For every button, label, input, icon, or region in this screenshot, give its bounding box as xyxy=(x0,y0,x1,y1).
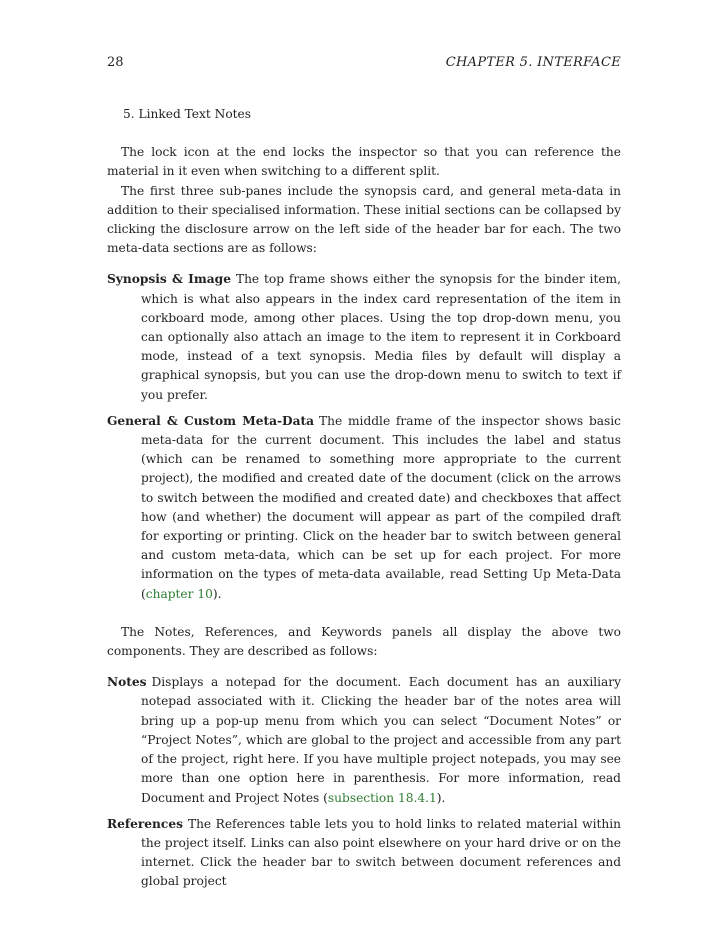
description-term: Synopsis & Image xyxy=(107,272,231,287)
description-item xyxy=(107,270,621,404)
description-text-end: ). xyxy=(436,790,446,805)
description-term: Notes xyxy=(107,675,147,690)
enumerated-item: 5. Linked Text Notes xyxy=(123,107,252,121)
description-text: The References table lets you to hold links to related material within the project itself. Links can also point elsewhere on your hard drive or on the internet. Click the header bar to switch between document references and global project xyxy=(141,816,621,889)
description-text-end: ). xyxy=(212,586,222,601)
paragraph: The Notes, References, and Keywords panels all display the above two components. They are described as follows: xyxy=(107,624,621,659)
page-number: 28 xyxy=(107,55,124,70)
page-body xyxy=(107,105,621,899)
description-item xyxy=(107,815,621,892)
description-term: General & Custom Meta-Data xyxy=(107,413,315,428)
description-item xyxy=(107,673,621,807)
description-item xyxy=(107,412,621,604)
paragraph: The first three sub-panes include the synopsis card, and general meta-data in addition to their specialised information. These initial sections can be collapsed by clicking the disclosure arrow on the left side of the header bar for each. The two meta-data sections are as follows: xyxy=(107,183,621,256)
description-text: The top frame shows either the synopsis for the binder item, which is what also appears in the index card representation of the item in corkboard mode, among other places. Using the top drop-down menu, you can optionally also attach an image to the item to represent it in Corkboard mode, instead of a text synopsis. Media files by default will display a graphical synopsis, but you can use the drop-down menu to switch to text if you prefer. xyxy=(141,272,621,402)
paragraph: The lock icon at the end locks the inspector so that you can reference the material in it even when switching to a different split. xyxy=(107,145,621,179)
description-term: References xyxy=(107,816,183,831)
subsection-link[interactable]: subsection 18.4.1 xyxy=(327,790,437,805)
chapter-link[interactable]: chapter 10 xyxy=(145,586,213,601)
description-text: The middle frame of the inspector shows basic meta-data for the current document. This includes the label and status (which can be renamed to something more appropriate to the current project), the modified and created date of the document (click on the arrows to switch between the modified and created date) and checkboxes that affect how (and whether) the document will appear as part of the compiled draft for exporting or printing. Click on the header bar to switch between general and custom meta-data, which can be set up for each project. For more information on the types of meta-data available, read Setting Up Meta-Data ( xyxy=(141,413,621,601)
chapter-title: CHAPTER 5. INTERFACE xyxy=(445,55,621,70)
description-text: Displays a notepad for the document. Each document has an auxiliary notepad associated with it. Clicking the header bar of the notes area will bring up a pop-up menu from which you can select “Document Notes” or “Project Notes”, which are global to the project and accessible from any part of the project, right here. If you have multiple project notepads, you may see more than one option here in parenthesis. For more information, read Document and Project Notes ( xyxy=(141,675,621,805)
